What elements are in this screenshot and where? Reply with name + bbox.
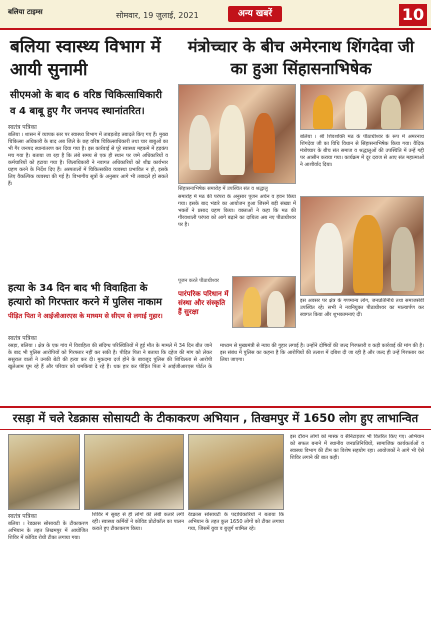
page-number: 10 bbox=[399, 4, 427, 26]
banner-headline: रसड़ा में चले रेडक्रास सोसायटी के टीकाकरण अभियान , तिखमपुर में 1650 लोग हुए लाभान्वित bbox=[12, 411, 419, 425]
ceremony-photo-4 bbox=[232, 276, 296, 328]
story-left2-byline: स्वतंत्र पत्रिका bbox=[8, 335, 37, 342]
story-left-headline: बलिया स्वास्थ्य विभाग में आयी सुनामी bbox=[10, 37, 161, 80]
story-main-subhead2: पारंपरिक परिधान में संस्था और संस्कृति हैं सुरक्षा bbox=[178, 290, 229, 316]
story-left-subhead: सीएमओ के बाद 6 वरिष्ठ चिकित्साधिकारी व 4 बाबू हुए गैर जनपद स्थानांतरित। bbox=[10, 90, 162, 117]
story-left2-subhead: पीड़ित पिता ने आईजीआरएस के माध्यम से सीएम से लगाई गुहार। bbox=[8, 312, 163, 320]
story-left2-text: रसड़ा, बलिया । क्षेत्र के एक गांव में विवाहिता की संदिग्ध परिस्थितियों में हुई मौत के मामले में 34 दिन बीत जाने के बाद भी पुलिस आरोपियों को गिरफ्तार नहीं कर सकी है। पीड़ित पिता ने बताया कि दहेज की मांग को लेकर ससुराल वालों ने उनकी बेटी की हत्या कर दी। मुकदमा दर्ज होने के बावजूद पुलिस की शिथिलता से आरोपी खुलेआम घूम रहे हैं और परिवार को धमकियां दे रहे हैं। थक हार कर पीड़ित पिता ने आईजीआरएस पोर्टल के माध्यम से मुख्यमंत्री से न्याय की गुहार लगाई है। उन्होंने दोषियों की जल्द गिरफ्तारी व कड़ी कार्रवाई की मांग की है। इस संबंध में पुलिस का कहना है कि आरोपियों की तलाश में दबिश दी जा रही है और जल्द ही उन्हें गिरफ्तार कर लिया जाएगा। bbox=[8, 343, 424, 370]
ceremony-photo-3 bbox=[300, 196, 424, 296]
story-left-byline: स्वतंत्र पत्रिका bbox=[8, 124, 37, 131]
photo-1-caption: सिंहासनाभिषेक समारोह में उपस्थित संत व श्रद्धालु bbox=[178, 186, 268, 192]
issue-date: सोमवार, 19 जुलाई, 2021 bbox=[116, 11, 199, 20]
story-left-text: बलिया । शासन में व्यापक स्तर पर स्वास्थ्य विभाग में ताबड़तोड़ तबादले किए गए हैं। मुख्य चिकित्सा अधिकारी के बाद अब जिले के छह वरिष्ठ चिकित्साधिकारी तथा चार बाबुओं का भी गैर जनपद स्थानांतरण कर दिया गया है। इस कार्रवाई से पूरे स्वास्थ्य महकमे में हड़कंप मच गया है। बताया जा रहा है कि लंबे समय से एक ही स्थान पर जमे अधिकारियों व कर्मचारियों को हटाया गया है। जिलाधिकारी ने नवागत अधिकारियों को शीघ्र कार्यभार ग्रहण करने के निर्देश दिए हैं। अस्पतालों में चिकित्सकीय व्यवस्था प्रभावित न हो, इसके लिए वैकल्पिक व्यवस्था की गई है। विभागीय सूत्रों के अनुसार आगे भी तबादले हो सकते हैं। bbox=[8, 132, 168, 187]
story-left2-body bbox=[8, 334, 424, 404]
vaccination-photo-2 bbox=[84, 434, 184, 510]
ceremony-photo-2 bbox=[300, 84, 424, 130]
story-main-text-a: बलिया । श्री शिवशक्ति मठ के पीठाधीश्वर के रूप में अमरनाथ शिंगदेवा जी का विधि विधान से सिंहासनाभिषेक किया गया। वैदिक मंत्रोच्चार के बीच संत समाज व श्रद्धालुओं की उपस्थिति में उन्हें गद्दी पर आसीन कराया गया। कार्यक्रम में दूर दराज से आए संत महात्माओं ने आशीर्वाद दिया। bbox=[300, 134, 424, 168]
paper-name: बलिया टाइम्स bbox=[8, 8, 43, 16]
story-left2-headline: हत्या के 34 दिन बाद भी विवाहिता के हत्यारो को गिरफ्तार करने में पुलिस नाकाम bbox=[8, 283, 163, 308]
ceremony-photo-1 bbox=[178, 84, 296, 184]
story-bottom-text-b: शिविर में सुबह से ही लोगों की लंबी कतारें लगी रहीं। स्वास्थ्य कर्मियों ने कोविड प्रोटोकॉल का पालन कराते हुए टीकाकरण किया। bbox=[92, 512, 184, 532]
section-label: अन्य खबरें bbox=[228, 6, 282, 22]
story-main-headline: मंत्रोच्चार के बीच अमेरनाथ शिंगदेवा जी का हुआ सिंहासनाभिषेक bbox=[187, 37, 415, 78]
vaccination-photo-3 bbox=[188, 434, 284, 510]
story-bottom-text-d: इस दौरान लोगों को मास्क व सैनिटाइजर भी वितरित किए गए। अभियान को सफल बनाने में स्थानीय जनप्रतिनिधियों, सामाजिक कार्यकर्ताओं व स्वास्थ्य विभाग की टीम का विशेष सहयोग रहा। आयोजकों ने आगे भी ऐसे शिविर लगाने की बात कही। bbox=[290, 434, 424, 461]
story-left-body bbox=[8, 123, 168, 280]
story-bottom-byline: स्वतंत्र पत्रिका bbox=[8, 513, 37, 520]
photo-4-caption: पूजन करते पीठाधीश्वर bbox=[178, 278, 219, 284]
story-bottom-text-a: बलिया । रेडक्रास सोसायटी के टीकाकरण अभियान के तहत तिखमपुर में आयोजित शिविर में कोविड रोधी टीका लगाया गया। bbox=[8, 521, 88, 541]
vaccination-photo-1 bbox=[8, 434, 80, 510]
story-bottom-text-c: रेडक्रास सोसायटी के पदाधिकारियों ने बताया कि अभियान के तहत कुल 1650 लोगों को टीका लगाया गया, जिसमें युवा व बुजुर्ग शामिल रहे। bbox=[188, 512, 284, 532]
story-main-text-c: इस अवसर पर क्षेत्र के गणमान्य लोग, जनप्रतिनिधि तथा समाजसेवी उपस्थित रहे। सभी ने नवनियुक्त पीठाधीश्वर का माल्यार्पण कर स्वागत किया और शुभकामनाएं दीं। bbox=[300, 298, 424, 318]
story-bottom-col-a bbox=[8, 512, 88, 634]
story-main-text-b: समारोह में मठ की परंपरा के अनुसार पूजन अर्चन व हवन किया गया। इसके बाद भंडारे का आयोजन हुआ जिसमें बड़ी संख्या में भक्तों ने प्रसाद ग्रहण किया। वक्ताओं ने कहा कि मठ की गौरवशाली परंपरा को आगे बढ़ाने का दायित्व अब नए पीठाधीश्वर पर है। bbox=[178, 194, 296, 228]
banner bbox=[0, 406, 431, 430]
masthead bbox=[0, 0, 431, 30]
